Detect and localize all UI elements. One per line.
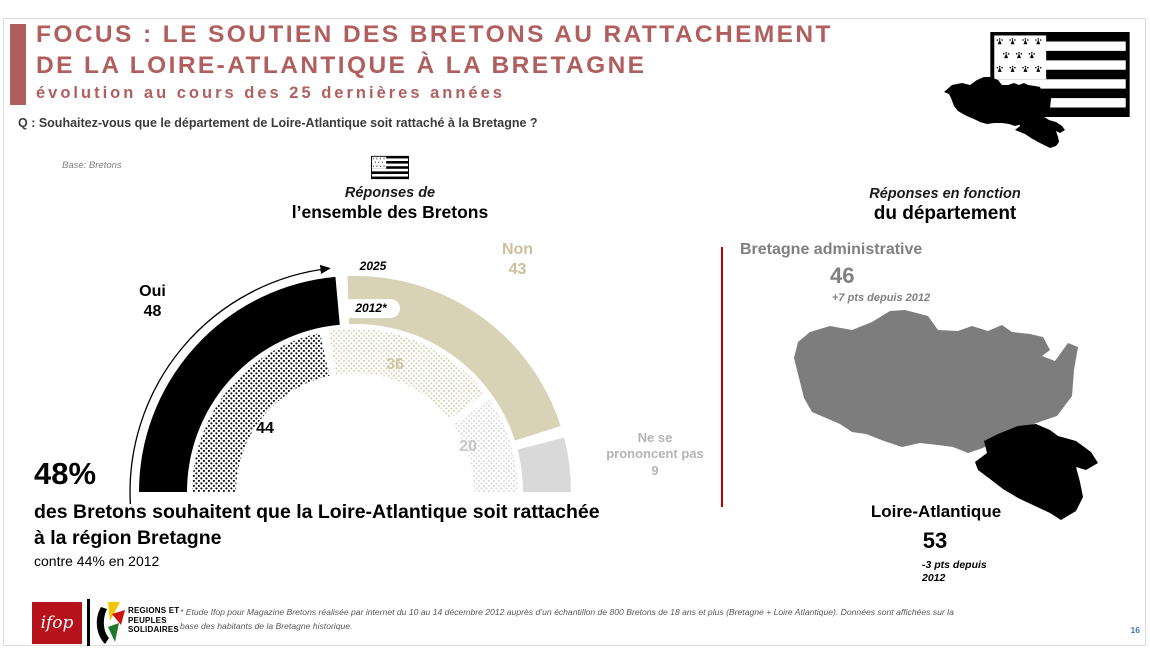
base-note: Base: Bretons	[62, 160, 122, 171]
title-accent-bar	[10, 24, 26, 105]
breton-flag-logo	[930, 27, 1138, 149]
rps-logo-icon	[94, 601, 126, 645]
survey-question: Q : Souhaitez-vous que le département de Loire-Atlantique soit rattaché à la Bretagne ?	[18, 116, 538, 130]
right-heading-line1: Réponses en fonction	[869, 186, 1021, 202]
loire-atlantique-delta: -3 pts depuis 2012	[922, 559, 987, 584]
left-heading-line1: Réponses de	[344, 185, 436, 201]
ifop-logo: ifop	[32, 602, 82, 644]
breton-flag-icon	[371, 155, 409, 180]
rps-logo-text: REGIONS ET PEUPLES SOLIDAIRES	[128, 606, 180, 634]
title-line1: FOCUS : LE SOUTIEN DES BRETONS AU RATTACHEMENT	[36, 21, 833, 48]
left-panel-heading	[260, 155, 520, 223]
footer-divider-bar	[87, 599, 90, 646]
label-oui: Oui 48	[115, 282, 190, 322]
value-oui-2025: 48	[143, 303, 162, 320]
label-non: Non 43	[480, 240, 555, 280]
loire-atlantique-label: Loire-Atlantique	[870, 502, 1002, 521]
takeaway-percentage: 48%	[34, 456, 97, 491]
value-nsp-2025: 9	[651, 462, 659, 478]
takeaway-text: des Bretons souhaitent que la Loire-Atlantique soit rattachée à la région Bretagne	[34, 501, 600, 549]
loire-atlantique-value: 53	[922, 528, 948, 553]
footnote: * Etude Ifop pour Magazine Bretons réalisée par internet du 10 au 14 décembre 2012 auprès d’un échantillon de 800 Bretons de 18 ans et plus (Bretagne + Loire Atlantique). Données sont affichées sur la base des habitants de la Bretagne historique.	[180, 607, 954, 631]
section-divider	[721, 247, 723, 507]
label-nsp: Ne se prononcent pas 9	[593, 430, 717, 479]
bretagne-admin-label: Bretagne administrative	[740, 241, 923, 258]
page-subtitle: évolution au cours des 25 dernières années	[36, 84, 505, 102]
bretagne-admin-value: 46	[830, 263, 855, 288]
takeaway-note: contre 44% en 2012	[34, 553, 160, 569]
bretagne-admin-delta: +7 pts depuis 2012	[832, 292, 931, 304]
right-heading-line2: du département	[873, 203, 1017, 224]
value-nsp-2012: 20	[459, 438, 477, 455]
page-number: 16	[1130, 625, 1140, 635]
page-title	[36, 19, 833, 81]
year-label-2025: 2025	[347, 257, 399, 276]
right-panel-heading	[820, 186, 1070, 225]
donut-segment	[541, 444, 547, 492]
value-non-2012: 36	[386, 356, 404, 373]
title-line2: DE LA LOIRE-ATLANTIQUE À LA BRETAGNE	[36, 52, 647, 79]
value-non-2025: 43	[508, 261, 527, 278]
year-label-2012: 2012*	[342, 299, 400, 318]
left-heading-line2: l’ensemble des Bretons	[291, 202, 489, 222]
value-oui-2012: 44	[256, 420, 274, 437]
